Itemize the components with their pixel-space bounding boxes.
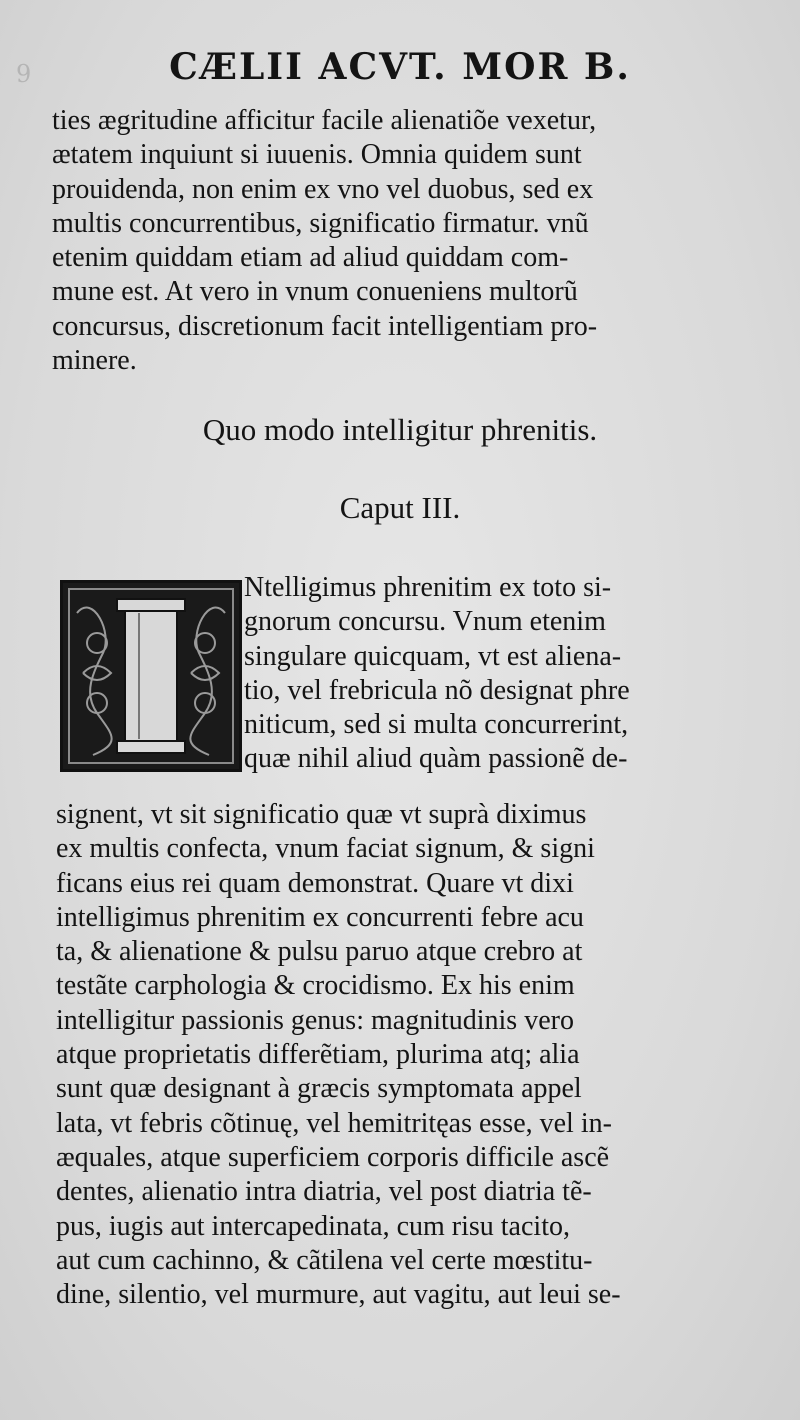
section-title: Quo modo intelligitur phrenitis. (202, 412, 598, 447)
text-line: testãte carphologia & crocidismo. Ex his enim (56, 970, 575, 1002)
chapter-title: Caput III. (339, 490, 461, 525)
text-line: tio, vel frebricula nõ designat phre (244, 674, 630, 706)
text-line: ex multis confecta, vnum faciat signum, & signi (56, 833, 595, 865)
text-line: concursus, discretionum facit intelligentiam pro- (52, 310, 598, 342)
drop-initial-woodcut (60, 580, 242, 772)
text-line: dine, silentio, vel murmure, aut vagitu, aut leui se- (56, 1279, 621, 1311)
text-line: mune est. At vero in vnum conueniens multorũ (52, 276, 578, 308)
text-line: singulare quicquam, vt est aliena- (244, 640, 622, 672)
text-line: niticum, sed si multa concurrerint, (244, 709, 629, 741)
text-line: sunt quæ designant à græcis symptomata appel (56, 1073, 582, 1105)
text-line: Ntelligimus phrenitim ex toto si- (244, 572, 612, 603)
text-line: prouidenda, non enim ex vno vel duobus, sed ex (52, 173, 594, 205)
text-line: atque proprietatis differẽtiam, plurima atq; alia (56, 1039, 580, 1071)
text-line: ta, & alienatione & pulsu paruo atque crebro at (56, 936, 583, 968)
text-line: dentes, alienatio intra diatria, vel post diatria tẽ- (56, 1176, 592, 1208)
running-head: CÆLII ACVT. MOR B. (169, 46, 631, 88)
top-paragraph (52, 104, 597, 378)
text-line: pus, iugis aut intercapedinata, cum risu tacito, (56, 1210, 570, 1242)
text-line: signent, vt sit significatio quæ vt suprà diximus (56, 799, 587, 830)
text-line: multis concurrentibus, significatio firmatur. vnũ (52, 207, 589, 239)
text-line: minere. (52, 345, 137, 377)
folio-mark: 9 (16, 60, 32, 88)
text-line: etenim quiddam etiam ad aliud quiddam com- (52, 242, 569, 274)
body-paragraph (56, 798, 621, 1312)
text-line: ficans eius rei quam demonstrat. Quare vt dixi (56, 867, 574, 899)
text-line: aut cum cachinno, & cãtilena vel certe mœstitu- (56, 1244, 593, 1276)
initial-paragraph (244, 571, 630, 777)
text-line: gnorum concursu. Vnum etenim (244, 606, 606, 638)
text-line: quæ nihil aliud quàm passionẽ de- (244, 743, 628, 775)
text-line: ties ægritudine afficitur facile alienatiõe vexetur, (52, 105, 597, 136)
text-line: æquales, atque superficiem corporis difficile ascẽ (56, 1141, 610, 1173)
text-line: ætatem inquiunt si iuuenis. Omnia quidem sunt (52, 139, 582, 171)
text-line: intelligitur passionis genus: magnitudinis vero (56, 1004, 574, 1036)
text-line: intelligimus phrenitim ex concurrenti febre acu (56, 901, 584, 933)
text-line: lata, vt febris cõtinuę, vel hemitritęas esse, vel in- (56, 1107, 612, 1139)
